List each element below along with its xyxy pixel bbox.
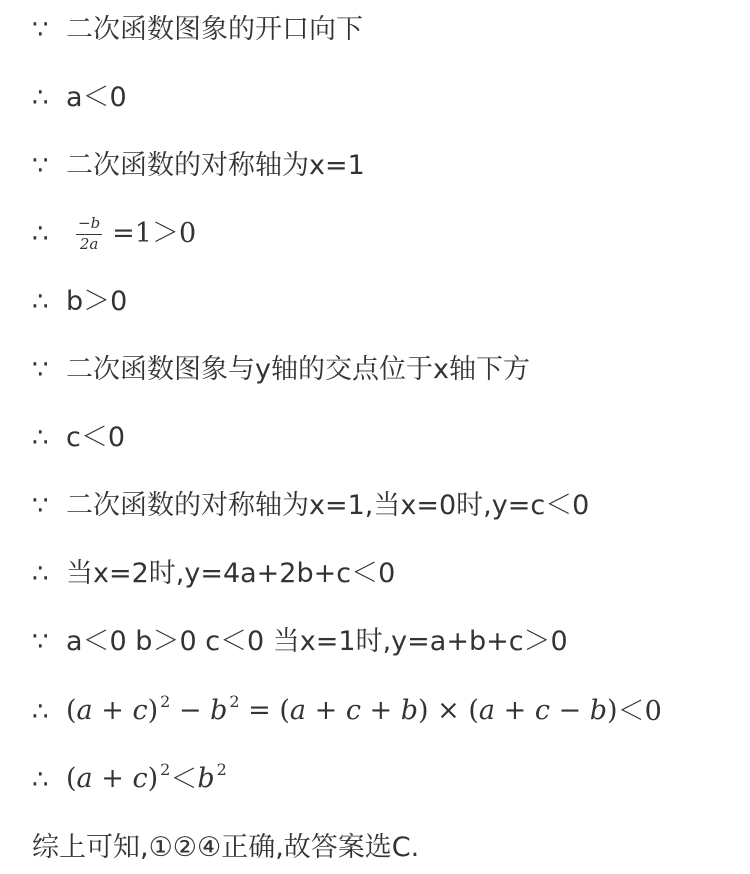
therefore-symbol: ∴ — [32, 287, 49, 317]
line-5 — [32, 282, 127, 322]
line-4 — [32, 214, 196, 254]
because-symbol: ∵ — [32, 151, 49, 181]
conclusion-line — [32, 828, 419, 868]
line-8 — [32, 486, 589, 526]
line-2-text: a＜0 — [66, 82, 127, 113]
line-7 — [32, 418, 125, 458]
line-3-text: 二次函数的对称轴为x=1 — [66, 150, 365, 181]
line-2 — [32, 78, 127, 118]
line-9-text: 当x=2时,y=4a+2b+c＜0 — [66, 558, 396, 589]
line-9 — [32, 554, 395, 594]
therefore-symbol: ∴ — [32, 559, 49, 589]
line-12-text: ＜ — [170, 764, 198, 795]
line-4-text: =1＞0 — [112, 218, 197, 249]
line-6-text: 二次函数图象与y轴的交点位于x轴下方 — [66, 354, 530, 385]
therefore-symbol: ∴ — [32, 765, 49, 795]
line-12 — [32, 760, 227, 800]
because-symbol: ∵ — [32, 15, 49, 45]
fraction — [76, 215, 102, 253]
because-symbol: ∵ — [32, 627, 49, 657]
line-11-math: (a + c) $^2$ − b $^2$ = (a + c + b) × (a + c − b) — [66, 691, 618, 726]
line-5-text: b＞0 — [66, 286, 128, 317]
line-10 — [32, 622, 568, 662]
fraction-numerator: −b — [76, 215, 102, 235]
line-12-math-right: b $^2$ — [197, 759, 227, 794]
therefore-symbol: ∴ — [32, 423, 49, 453]
conclusion-text: 综上可知,①②④正确,故答案选C. — [32, 832, 420, 863]
therefore-symbol: ∴ — [32, 697, 49, 727]
line-12-math-left: (a + c) $^2$ — [66, 759, 171, 794]
line-8-text: 二次函数的对称轴为x=1,当x=0时,y=c＜0 — [66, 490, 590, 521]
line-1-text: 二次函数图象的开口向下 — [66, 14, 363, 45]
therefore-symbol: ∴ — [32, 83, 49, 113]
because-symbol: ∵ — [32, 355, 49, 385]
line-10-text: a＜0 b＞0 c＜0 当x=1时,y=a+b+c＞0 — [66, 626, 568, 657]
line-11-text: ＜0 — [617, 696, 662, 727]
therefore-symbol: ∴ — [32, 219, 49, 249]
fraction-denominator: 2a — [79, 235, 99, 253]
line-6 — [32, 350, 530, 390]
because-symbol: ∵ — [32, 491, 49, 521]
line-1 — [32, 10, 363, 50]
line-3 — [32, 146, 365, 186]
line-7-text: c＜0 — [66, 422, 126, 453]
line-11 — [32, 692, 662, 732]
